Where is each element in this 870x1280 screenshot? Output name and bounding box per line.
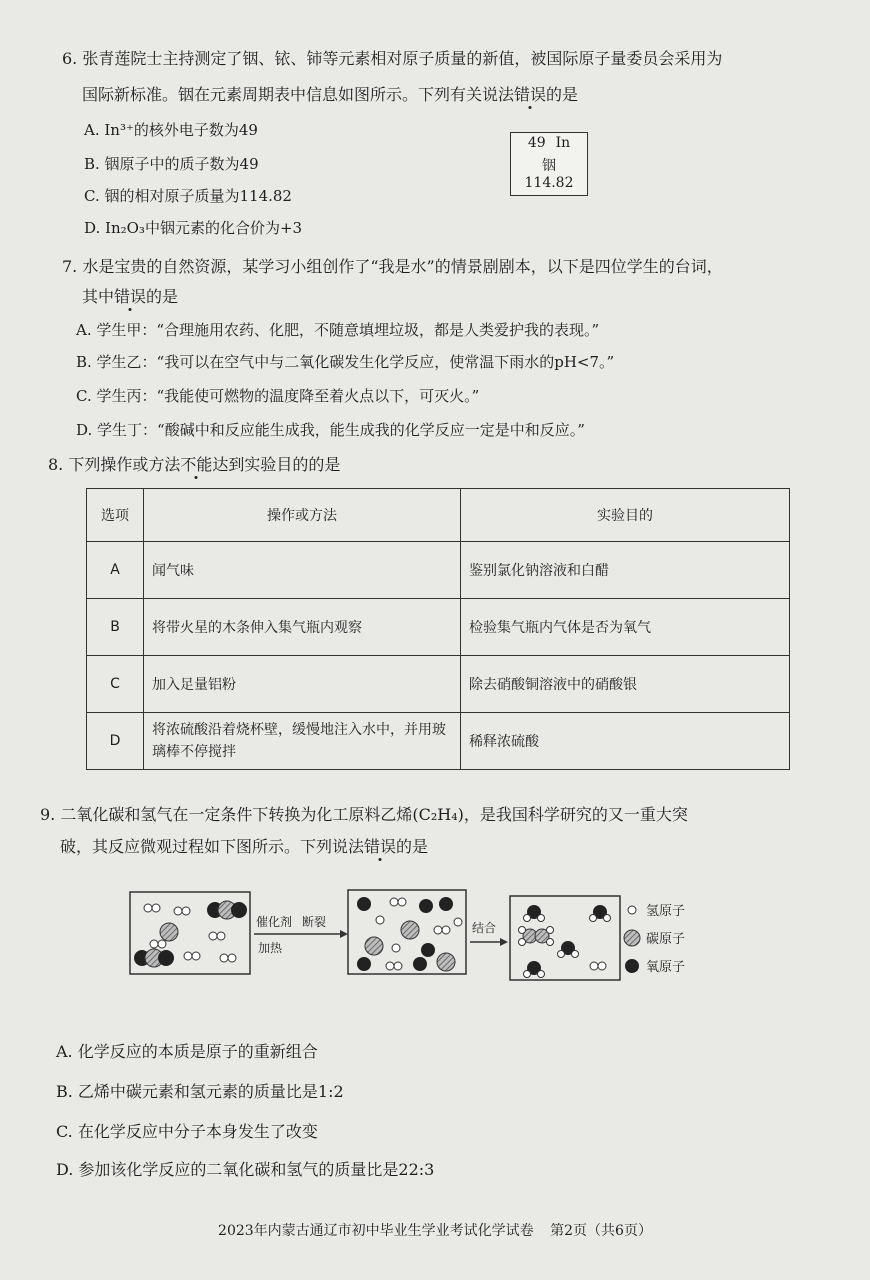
q7-option-b: B. 学生乙：“我可以在空气中与二氧化碳发生化学反应，使常温下雨水的pH<7。” (76, 353, 615, 371)
table-row (87, 656, 790, 713)
reactant-molecules (134, 901, 247, 967)
q7-stem-line1: 7. 水是宝贵的自然资源，某学习小组创作了“我是水”的情景剧剧本，以下是四位学生的台词， (62, 257, 723, 276)
q8-stem-end: 达到实验目的的是 (212, 455, 341, 474)
legend-carbon: 碳原子 (646, 932, 686, 947)
arrow1-label-catalyst: 催化剂 (256, 915, 293, 929)
legend-oxygen: 氧原子 (646, 960, 686, 975)
header-option: 选项 (87, 489, 144, 542)
q9-option-c: C. 在化学反应中分子本身发生了改变 (56, 1122, 318, 1141)
header-purpose: 实验目的 (461, 489, 790, 542)
q6-emphasis: 错误 (514, 85, 547, 104)
row-c-purpose: 除去硝酸铜溶液中的硝酸银 (461, 656, 790, 713)
reaction-diagram (128, 886, 738, 986)
q7-option-c: C. 学生丙：“我能使可燃物的温度降至着火点以下，可灭火。” (76, 387, 480, 405)
row-b-method: 将带火星的木条伸入集气瓶内观察 (144, 599, 461, 656)
row-b-purpose: 检验集气瓶内气体是否为氧气 (461, 599, 790, 656)
legend-hydrogen: 氢原子 (646, 904, 686, 919)
q6-option-b: B. 铟原子中的质子数为49 (84, 155, 259, 173)
row-a-purpose: 鉴别氯化钠溶液和白醋 (461, 542, 790, 599)
table-row (87, 713, 790, 770)
q6-option-d: D. In₂O₃中铟元素的化合价为+3 (84, 219, 303, 237)
element-symbol: In (555, 135, 571, 151)
header-method: 操作或方法 (144, 489, 461, 542)
q9-stem-line1: 9. 二氧化碳和氢气在一定条件下转换为化工原料乙烯(C₂H₄)，是我国科学研究的又一重大突 (40, 805, 688, 824)
arrow2-label-combine: 结合 (472, 921, 497, 935)
q6-stem-line2 (82, 84, 578, 106)
element-name: 铟 (542, 158, 556, 174)
table-header-row (87, 489, 790, 542)
q6-stem-line1: 6. 张青莲院士主持测定了铟、铱、铈等元素相对原子质量的新值，被国际原子量委员会采用为 (62, 49, 723, 68)
q6-option-c: C. 铟的相对原子质量为114.82 (84, 187, 292, 205)
table-row (87, 599, 790, 656)
atom-legend (624, 904, 685, 975)
footer-title: 2023年内蒙古通辽市初中毕业生学业考试化学试卷 (218, 1223, 534, 1239)
element-mass: 114.82 (524, 175, 574, 191)
q7-stem-end: 的是 (146, 287, 179, 306)
row-b-option: B (87, 599, 144, 656)
q9-emphasis: 错误 (364, 837, 397, 856)
row-d-purpose: 稀释浓硫酸 (461, 713, 790, 770)
page-footer (0, 1220, 870, 1240)
q7-emphasis: 错误 (114, 287, 147, 306)
intermediate-atoms (357, 897, 462, 971)
q7-option-d: D. 学生丁：“酸碱中和反应能生成我，能生成我的化学反应一定是中和反应。” (76, 421, 585, 439)
hydrogen-legend-icon (628, 906, 636, 914)
oxygen-legend-icon (625, 959, 639, 973)
q9-stem-text: 破，其反应微观过程如下图所示。下列说法 (60, 837, 365, 856)
element-number: 49 (527, 135, 546, 151)
product-molecules (519, 905, 611, 978)
element-card-indium (510, 132, 588, 196)
q6-option-a: A. In³⁺的核外电子数为49 (84, 121, 258, 139)
q7-stem-line2 (82, 286, 178, 308)
q9-option-b: B. 乙烯中碳元素和氢元素的质量比是1:2 (56, 1082, 344, 1101)
footer-page-number: 第2页（共6页） (550, 1223, 652, 1239)
q7-stem-text: 其中 (82, 287, 115, 306)
q6-stem-text: 国际新标准。铟在元素周期表中信息如图所示。下列有关说法 (82, 85, 515, 104)
q8-stem-text: 8. 下列操作或方法 (48, 455, 181, 474)
q8-stem (48, 454, 340, 476)
row-c-option: C (87, 656, 144, 713)
q7-option-a: A. 学生甲：“合理施用农药、化肥，不随意填埋垃圾，都是人类爱护我的表现。” (76, 321, 600, 339)
q9-option-d: D. 参加该化学反应的二氧化碳和氢气的质量比是22:3 (56, 1160, 435, 1179)
q8-emphasis: 不能 (180, 455, 213, 474)
row-c-method: 加入足量铝粉 (144, 656, 461, 713)
arrow1-label-heat: 加热 (258, 941, 283, 955)
q9-option-a: A. 化学反应的本质是原子的重新组合 (56, 1042, 318, 1061)
carbon-legend-icon (624, 930, 640, 946)
q8-table (86, 488, 790, 770)
q9-stem-line2 (60, 836, 428, 858)
q9-stem-end: 的是 (396, 837, 429, 856)
row-a-method: 闻气味 (144, 542, 461, 599)
table-row (87, 542, 790, 599)
row-a-option: A (87, 542, 144, 599)
row-d-option: D (87, 713, 144, 770)
row-d-method: 将浓硫酸沿着烧杯壁，缓慢地注入水中，并用玻璃棒不停搅拌 (144, 713, 461, 770)
arrow1-label-break: 断裂 (302, 915, 327, 929)
q6-stem-end: 的是 (546, 85, 579, 104)
